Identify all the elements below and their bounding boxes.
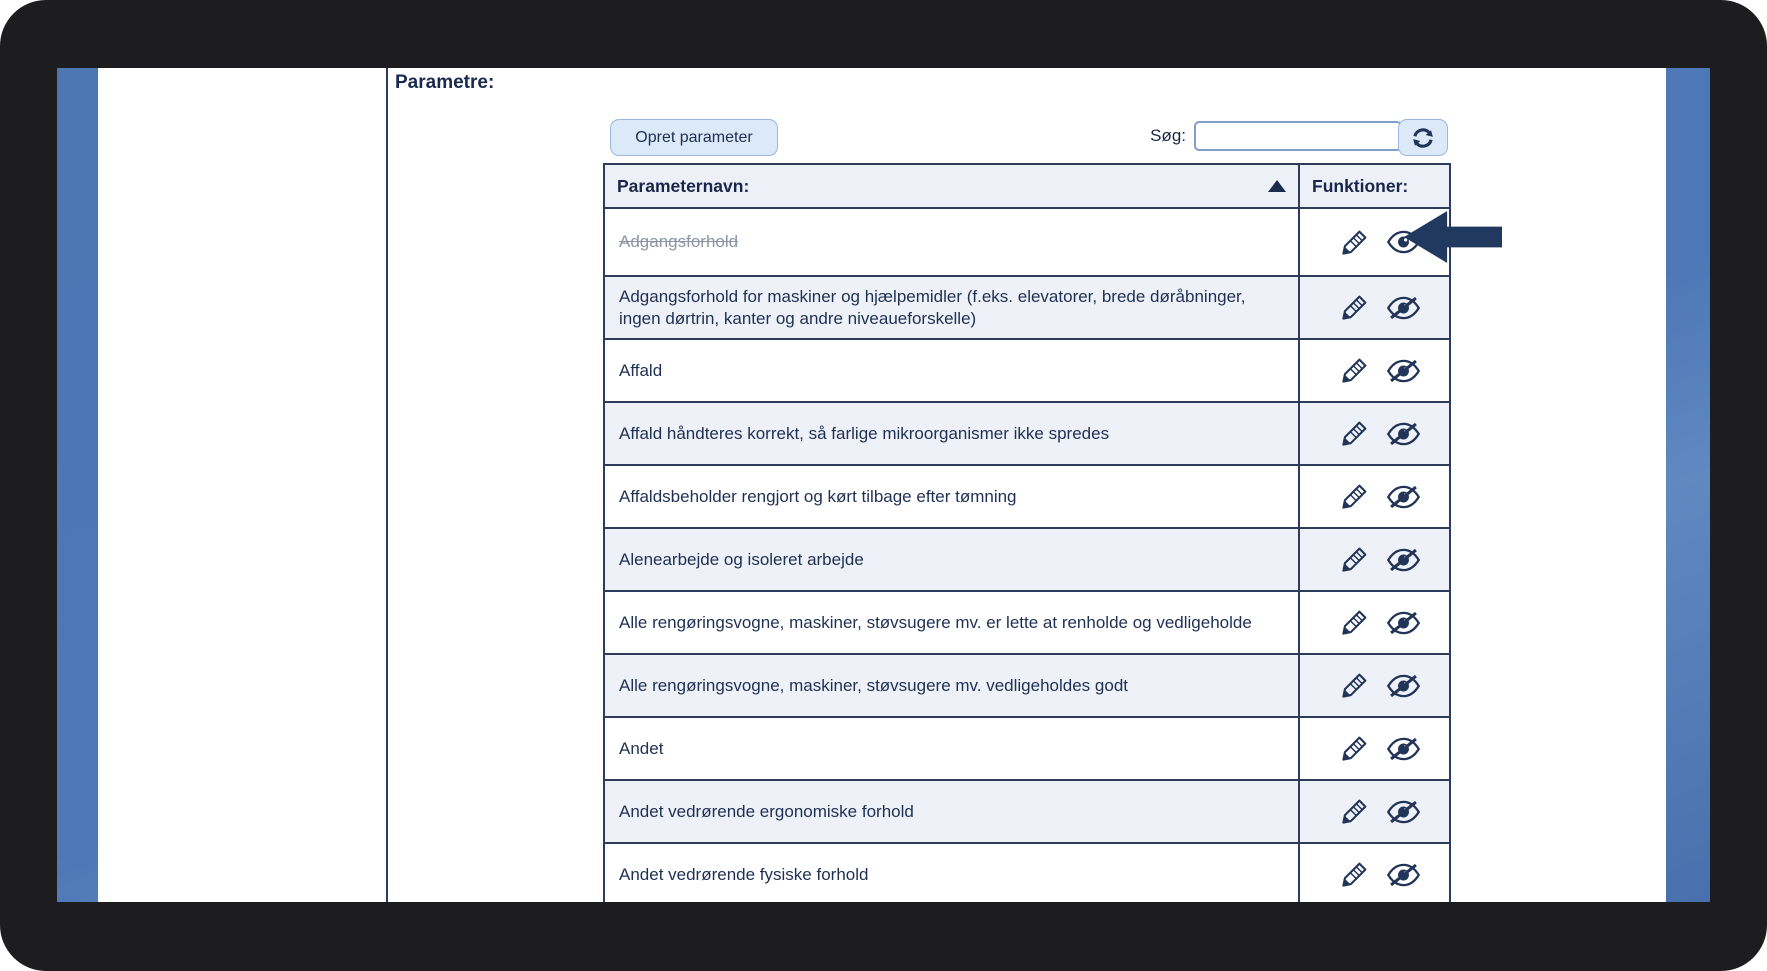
parameter-name-cell: [604, 339, 1299, 402]
parameter-name-text: Andet vedrørende ergonomiske forhold: [619, 801, 914, 821]
table-row: [604, 208, 1450, 276]
visibility-eye-icon[interactable]: [1387, 359, 1420, 383]
edit-pencil-icon[interactable]: [1339, 544, 1370, 575]
visibility-eye-icon[interactable]: [1387, 548, 1420, 572]
search-label: Søg:: [1150, 126, 1186, 145]
visibility-eye-icon[interactable]: [1387, 485, 1420, 509]
functions-cell: [1299, 780, 1450, 843]
visibility-eye-icon[interactable]: [1387, 737, 1420, 761]
table-row: [604, 339, 1450, 402]
functions-cell: [1299, 591, 1450, 654]
parameter-name-text: Andet vedrørende fysiske forhold: [619, 864, 869, 884]
visibility-eye-icon[interactable]: [1387, 422, 1420, 446]
parameter-name-cell: [604, 276, 1299, 339]
column-header-name-label: Parameternavn:: [617, 175, 750, 196]
edit-pencil-icon[interactable]: [1339, 607, 1370, 638]
edit-pencil-icon[interactable]: [1339, 418, 1370, 449]
edit-pencil-icon[interactable]: [1339, 227, 1370, 258]
table-row: [604, 717, 1450, 780]
parameters-table: [603, 163, 1451, 902]
parameter-name-cell: [604, 208, 1299, 276]
refresh-icon: [1410, 125, 1436, 151]
create-parameter-button[interactable]: Opret parameter: [610, 119, 778, 156]
edit-pencil-icon[interactable]: [1339, 796, 1370, 827]
table-row: [604, 402, 1450, 465]
column-header-parameternavn[interactable]: [604, 164, 1299, 208]
functions-cell: [1299, 717, 1450, 780]
parameter-name-text: Adgangsforhold for maskiner og hjælpemidler (f.eks. elevatorer, brede døråbninger, ingen dørtrin, kanter og andre niveaueforskelle): [619, 286, 1246, 328]
parameter-name-text: Andet: [619, 738, 664, 758]
refresh-button[interactable]: [1398, 119, 1448, 156]
parameter-name-text: Alle rengøringsvogne, maskiner, støvsugere mv. er lette at renholde og vedligeholde: [619, 612, 1252, 632]
search-input[interactable]: [1194, 121, 1402, 151]
parameter-name-text: Adgangsforhold: [619, 232, 739, 251]
visibility-eye-icon[interactable]: [1387, 296, 1420, 320]
edit-pencil-icon[interactable]: [1339, 733, 1370, 764]
functions-cell: [1299, 402, 1450, 465]
page-title: Parametre:: [395, 72, 495, 93]
functions-cell: [1299, 208, 1450, 276]
functions-cell: [1299, 843, 1450, 902]
edit-pencil-icon[interactable]: [1339, 481, 1370, 512]
parameter-name-cell: [604, 402, 1299, 465]
table-row: [604, 465, 1450, 528]
table-row: [604, 654, 1450, 717]
parameter-name-cell: [604, 528, 1299, 591]
table-row: [604, 276, 1450, 339]
table-row: [604, 528, 1450, 591]
visibility-eye-icon[interactable]: [1387, 230, 1420, 254]
edit-pencil-icon[interactable]: [1339, 355, 1370, 386]
functions-cell: [1299, 654, 1450, 717]
table-row: [604, 591, 1450, 654]
parameter-name-text: Alenearbejde og isoleret arbejde: [619, 549, 864, 569]
parameter-name-text: Affald håndteres korrekt, så farlige mikroorganismer ikke spredes: [619, 423, 1110, 443]
edit-pencil-icon[interactable]: [1339, 670, 1370, 701]
parameter-name-text: Affald: [619, 360, 663, 380]
visibility-eye-icon[interactable]: [1387, 800, 1420, 824]
parameter-name-cell: [604, 717, 1299, 780]
table-row: [604, 843, 1450, 902]
visibility-eye-icon[interactable]: [1387, 674, 1420, 698]
parameter-name-cell: [604, 591, 1299, 654]
visibility-eye-icon[interactable]: [1387, 863, 1420, 887]
functions-cell: [1299, 465, 1450, 528]
browser-viewport: [57, 68, 1710, 902]
parameter-name-cell: [604, 780, 1299, 843]
sort-ascending-icon[interactable]: [1268, 180, 1286, 192]
layout-divider: [386, 68, 388, 902]
table-row: [604, 780, 1450, 843]
table-body: [604, 208, 1450, 902]
column-header-funktioner: Funktioner:: [1299, 164, 1450, 208]
edit-pencil-icon[interactable]: [1339, 859, 1370, 890]
visibility-eye-icon[interactable]: [1387, 611, 1420, 635]
functions-cell: [1299, 528, 1450, 591]
functions-cell: [1299, 276, 1450, 339]
parameter-name-cell: [604, 465, 1299, 528]
parameter-name-cell: [604, 654, 1299, 717]
table-header-row: [604, 164, 1450, 208]
parameter-name-text: Affaldsbeholder rengjort og kørt tilbage efter tømning: [619, 486, 1017, 506]
parameter-name-text: Alle rengøringsvogne, maskiner, støvsugere mv. vedligeholdes godt: [619, 675, 1128, 695]
edit-pencil-icon[interactable]: [1339, 292, 1370, 323]
page-background: [98, 68, 1666, 902]
parameter-name-cell: [604, 843, 1299, 902]
functions-cell: [1299, 339, 1450, 402]
